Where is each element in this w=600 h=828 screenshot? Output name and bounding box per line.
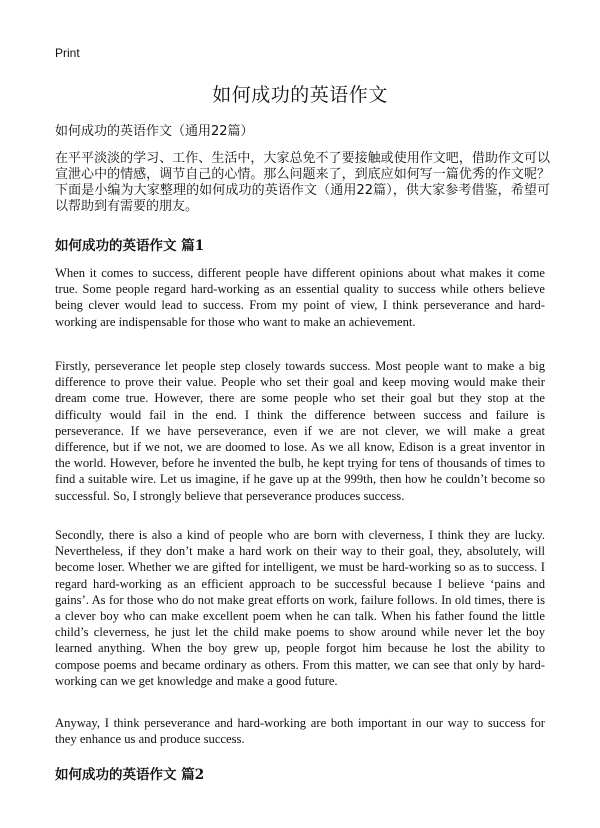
essay-paragraph-1: When it comes to success, different people have different opinions about what makes it come true. Some people regard hard-working as an essential quality to success while others believe being clever would lead to success. From my point of view, I think perseverance and hard-working are indispensable for those who want to make an achievement. xyxy=(55,266,545,329)
section-heading-2: 如何成功的英语作文 篇2 xyxy=(55,767,205,783)
page-title: 如何成功的英语作文 xyxy=(212,84,388,106)
print-link[interactable]: Print xyxy=(55,46,80,60)
essay-paragraph-4: Anyway, I think perseverance and hard-working are both important in our way to success for they enhance us and produce success. xyxy=(55,716,545,747)
essay-paragraph-2: Firstly, perseverance let people step closely towards success. Most people want to make a big difference to prove their value. People who set their goal and keep moving would make their dream come true. However, there are some people who set their goal but they stop at the difficulty would fail in the end. I think the difference between success and failure is perseverance. If we have perseverance, even if we are not clever, we will make a great difference, but if we not, we are doomed to lose. As we all know, Edison is a great inventor in the world. However, before he invented the bulb, he kept trying for tens of thousands of times to find a suitable wire. Let us imagine, if he gave up at the 999th, then how he couldn’t become so successful. So, I strongly believe that perseverance produces success. xyxy=(55,359,545,503)
intro-paragraph: 在平平淡淡的学习、工作、生活中，大家总免不了要接触或使用作文吧，借助作文可以宣泄心中的情感，调节自己的心情。那么问题来了，到底应如何写一篇优秀的作文呢？下面是小编为大家整理的如何成功的英语作文（通用22篇），供大家参考借鉴，希望可以帮助到有需要的朋友。 xyxy=(55,151,550,214)
section-heading-1: 如何成功的英语作文 篇1 xyxy=(55,238,205,254)
essay-paragraph-3: Secondly, there is also a kind of people who are born with cleverness, I think they are lucky. Nevertheless, if they don’t make a hard work on their way to their goal, they, absolutely, will become loser. Whether we are gifted for intelligent, we must be hard-working so as to success. I regard hard-working as an efficient approach to be successful because I believe ‘pains and gains’. As for those who do not make great efforts on work, failure follows. In old times, there is a clever boy who can make excellent poem when he can talk. When his father found the little child’s cleverness, he just let the child make poems to show around while never let the boy learned anything. When the boy grew up, people forgot him because he lost the ability to compose poems and became ordinary as others. From this matter, we can see that only by hard-working can we get knowledge and make a good future. xyxy=(55,528,545,688)
subtitle: 如何成功的英语作文（通用22篇） xyxy=(55,124,254,139)
